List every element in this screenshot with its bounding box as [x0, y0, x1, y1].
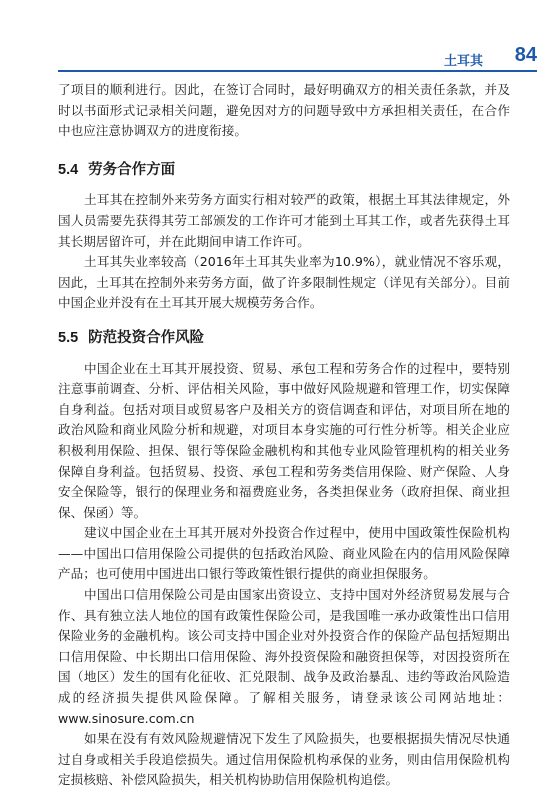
- page-header: [58, 44, 537, 72]
- section-number: 5.5: [58, 329, 79, 346]
- page-number: 84: [514, 44, 537, 66]
- section-heading-5-5: [58, 328, 510, 349]
- section-title: 劳务合作方面: [88, 161, 176, 178]
- section-number: 5.4: [58, 161, 79, 178]
- section-heading-5-4: [58, 160, 510, 181]
- intro-paragraph: 了项目的顺利进行。因此，在签订合同时，最好明确双方的相关责任条款，并及时以书面形式记录相关问题，避免因对方的问题导致中方承担相关责任，在合作中也应注意协调双方的进度衔接。: [58, 82, 510, 139]
- paragraph: 中国企业在土耳其开展投资、贸易、承包工程和劳务合作的过程中，要特别注意事前调查、分析、评估相关风险，事中做好风险规避和管理工作，切实保障自身利益。包括对项目或贸易客户及相关方的资信调查和评估，对项目所在地的政治风险和商业风险分析和规避，对项目本身实施的可行性分析等。相关企业应积极利用保险、担保、银行等保险金融机构和其他专业风险管理机构的相关业务保障自身利益。包括贸易、投资、承包工程和劳务类信用保险、财产保险、人身安全保险等，银行的保理业务和福费庭业务，各类担保业务（政府担保、商业担保、保函）等。: [58, 360, 510, 520]
- paragraph: 土耳其在控制外来劳务方面实行相对较严的政策，根据土耳其法律规定，外国人员需要先获得其劳工部颁发的工作许可才能到土耳其工作，或者先获得土耳其长期居留许可，并在此期间申请工作许可。: [58, 192, 510, 249]
- paragraph: 建议中国企业在土耳其开展对外投资合作过程中，使用中国政策性保险机构——中国出口信用保险公司提供的包括政治风险、商业风险在内的信用风险保障产品；也可使用中国进出口银行等政策性银行提供的商业担保服务。: [58, 525, 510, 582]
- page-body: [58, 80, 510, 791]
- paragraph: 如果在没有有效风险规避情况下发生了风险损失，也要根据损失情况尽快通过自身或相关手段追偿损失。通过信用保险机构承保的业务，则由信用保险机构定损核赔、补偿风险损失，相关机构协助信用保险机构追偿。: [58, 731, 510, 788]
- running-header-title: 土耳其: [443, 54, 483, 69]
- header-rule: [58, 70, 537, 72]
- paragraph: 中国出口信用保险公司是由国家出资设立、支持中国对外经济贸易发展与合作、具有独立法人地位的国有政策性保险公司，是我国唯一承办政策性出口信用保险业务的金融机构。该公司支持中国企业对外投资合作的保险产品包括短期出口信用保险、中长期出口信用保险、海外投资保险和融资担保等，对因投资所在国（地区）发生的国有化征收、汇兑限制、战争及政治暴乱、违约等政治风险造成的经济损失提供风险保障。了解相关服务，请登录该公司网站地址：www.sinosure.com.cn: [58, 587, 510, 726]
- paragraph: 土耳其失业率较高（2016年土耳其失业率为10.9%），就业情况不容乐观，因此，土耳其在控制外来劳务方面，做了许多限制性规定（详见有关部分）。目前中国企业并没有在土耳其开展大规模劳务合作。: [58, 254, 510, 311]
- section-title: 防范投资合作风险: [88, 329, 205, 346]
